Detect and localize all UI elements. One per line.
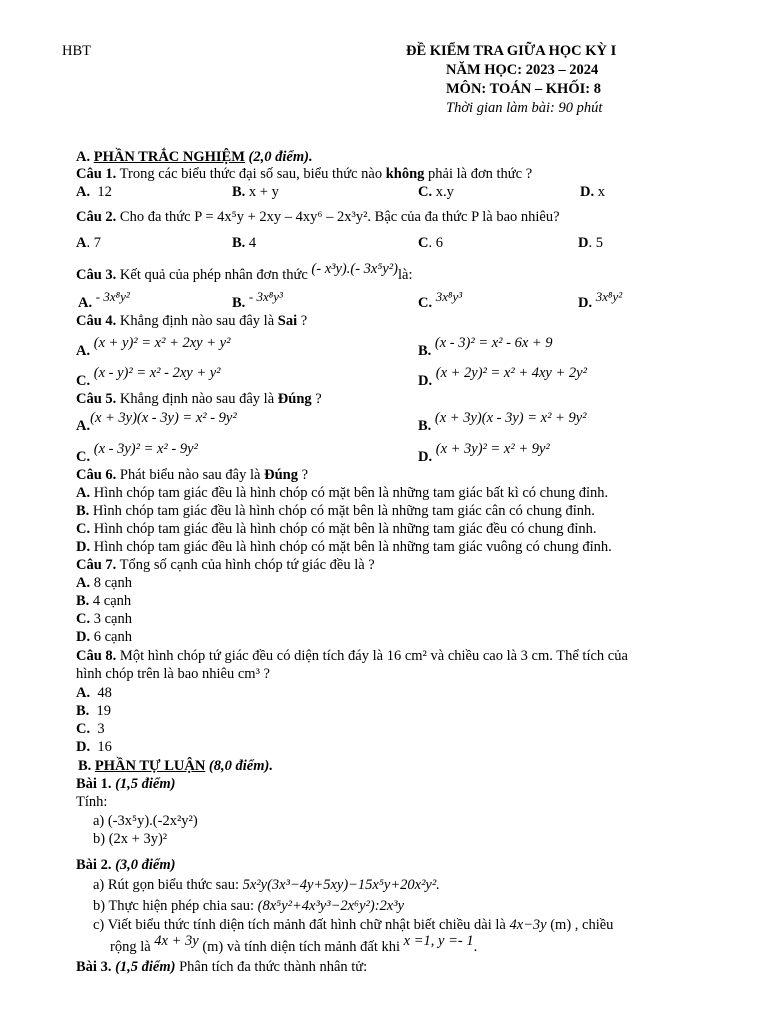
q4-option-a: A. (x + y)² = x² + 2xy + y² <box>76 335 231 359</box>
time-limit: Thời gian làm bài: 90 phút <box>446 100 603 116</box>
q7-text: Tổng số cạnh của hình chóp tứ giác đều là ? <box>116 557 375 573</box>
q1-text-post: phải là đơn thức ? <box>424 166 533 182</box>
bai-2-c-expr1: 4x−3y <box>509 917 547 933</box>
q1-text-pre: Trong các biểu thức đại số sau, biểu thức nào <box>116 166 386 182</box>
q5-option-a: A.(x + 3y)(x - 3y) = x² - 9y² <box>76 410 237 434</box>
q6-option-b-text: Hình chóp tam giác đều là hình chóp có mặt bên là những tam giác cân có chung đỉnh. <box>92 503 595 519</box>
q3-text-post: là: <box>397 267 413 283</box>
part-a-heading <box>76 149 313 166</box>
q1-bold: không <box>385 166 425 182</box>
q6-bold: Đúng <box>264 467 298 483</box>
q7-option-a-text: 8 cạnh <box>93 575 132 591</box>
q8-option-c: C. 3 <box>76 721 105 737</box>
q8-option-b: B. 19 <box>76 703 112 719</box>
q2-option-d: D. 5 <box>578 235 603 251</box>
q6-option-a: A. Hình chóp tam giác đều là hình chóp có mặt bên là những tam giác bất kì có chung đỉnh. <box>76 485 609 501</box>
part-a-title: PHẦN TRẮC NGHIỆM <box>93 149 245 165</box>
bai-2-b-text: b) Thực hiện phép chia sau: <box>93 898 258 914</box>
bai-3-points: (1,5 điểm) <box>111 959 176 975</box>
question-3 <box>76 261 413 284</box>
q2-option-a-text: 7 <box>93 235 101 251</box>
q1-option-d: D. x <box>580 184 605 200</box>
bai-2-c-text3: rộng là <box>110 939 155 955</box>
bai-2-b-expression: (8x⁵y²+4x³y³−2x⁶y²):2x³y <box>257 898 404 914</box>
exam-title: ĐỀ KIỂM TRA GIỮA HỌC KỲ I <box>406 43 617 59</box>
q6-option-d-text: Hình chóp tam giác đều là hình chóp có mặt bên là những tam giác vuông có chung đỉnh. <box>93 539 612 555</box>
bai-2-part-c-line1 <box>93 917 613 934</box>
q3-label: Câu 3. <box>76 267 117 283</box>
q5-option-d: D. (x + 3y)² = x² + 9y² <box>418 441 550 465</box>
q7-option-c-text: 3 cạnh <box>93 611 132 627</box>
q3-option-c-text: 3x⁸y³ <box>435 289 463 304</box>
bai-1-heading <box>76 776 175 793</box>
q3-option-b: B. - 3x⁸y³ <box>232 289 283 311</box>
bai-2-c-text5: . <box>473 939 478 955</box>
q8-line2: hình chóp trên là bao nhiêu cm³ ? <box>76 666 270 682</box>
bai-1-intro: Tính: <box>76 794 108 810</box>
q7-option-d-text: 6 cạnh <box>93 629 132 645</box>
question-7 <box>76 557 375 574</box>
bai-2-part-a <box>93 877 440 894</box>
part-b-title: PHẦN TỰ LUẬN <box>94 758 206 774</box>
q3-option-d: D. 3x⁸y² <box>578 289 623 311</box>
bai-1-part-b: b) (2x + 3y)² <box>93 831 168 847</box>
bai-1-part-a: a) (-3x⁵y).(-2x²y²) <box>93 813 198 829</box>
bai-3-heading <box>76 959 367 976</box>
q2-option-a: A. 7 <box>76 235 101 251</box>
q2-option-c-text: 6 <box>435 235 443 251</box>
question-1 <box>76 166 532 183</box>
q5-option-c-text: (x - 3y)² = x² - 9y² <box>93 441 198 457</box>
bai-3-label: Bài 3. <box>76 959 112 975</box>
q8-line1: Một hình chóp tứ giác đều có diện tích đáy là 16 cm² và chiều cao là 3 cm. Thể tích của <box>116 648 628 664</box>
q5-bold: Đúng <box>277 391 312 407</box>
q1-option-c-text: x.y <box>435 184 454 200</box>
bai-2-c-text4: (m) và tính diện tích mảnh đất khi <box>198 939 404 955</box>
q2-text: Cho đa thức P = 4x⁵y + 2xy – 4xy⁶ – 2x³y². Bậc của đa thức P là bao nhiêu? <box>116 209 560 225</box>
q8-label: Câu 8. <box>76 648 117 664</box>
q4-option-b-text: (x - 3)² = x² - 6x + 9 <box>434 335 553 351</box>
bai-2-c-text1: c) Viết biểu thức tính diện tích mảnh đất hình chữ nhật biết chiều dài là <box>93 917 510 933</box>
part-b-heading <box>78 758 273 775</box>
bai-2-part-b <box>93 898 404 915</box>
q6-option-d: D. Hình chóp tam giác đều là hình chóp có mặt bên là những tam giác vuông có chung đỉnh. <box>76 539 612 555</box>
q3-option-d-text: 3x⁸y² <box>595 289 623 304</box>
q3-option-a: A. - 3x⁸y² <box>78 289 130 311</box>
bai-2-points: (3,0 điểm) <box>111 857 176 873</box>
part-a-points: (2,0 điểm). <box>244 149 313 165</box>
q8-option-a-text: 48 <box>97 685 112 701</box>
q5-text-post: ? <box>311 391 322 407</box>
bai-2-a-expression: 5x²y(3x³−4y+5xy)−15x⁵y+20x²y². <box>242 877 440 893</box>
q5-label: Câu 5. <box>76 391 117 407</box>
part-b-prefix: B. <box>78 758 95 774</box>
q1-label: Câu 1. <box>76 166 117 182</box>
question-4 <box>76 313 307 330</box>
q6-option-a-text: Hình chóp tam giác đều là hình chóp có mặt bên là những tam giác bất kì có chung đỉnh. <box>93 485 609 501</box>
q5-text-pre: Khẳng định nào sau đây là <box>116 391 278 407</box>
q7-option-b-text: 4 cạnh <box>92 593 132 609</box>
q4-text-post: ? <box>297 313 308 329</box>
school-name: HBT <box>62 43 91 59</box>
q2-option-b-text: 4 <box>248 235 257 251</box>
question-8 <box>76 648 628 665</box>
q6-option-c-text: Hình chóp tam giác đều là hình chóp có mặt bên là những tam giác đều có chung đỉnh. <box>93 521 597 537</box>
q3-text-pre: Kết quả của phép nhân đơn thức <box>116 267 312 283</box>
bai-2-heading <box>76 857 175 874</box>
q2-option-b: B. 4 <box>232 235 257 251</box>
q3-option-a-text: - 3x⁸y² <box>95 289 130 304</box>
bai-2-c-text2: (m) , chiều <box>546 917 614 933</box>
q6-option-b: B. Hình chóp tam giác đều là hình chóp có mặt bên là những tam giác cân có chung đỉnh. <box>76 503 595 519</box>
q2-option-c: C. 6 <box>418 235 443 251</box>
q5-option-a-text: (x + 3y)(x - 3y) = x² - 9y² <box>90 410 237 426</box>
q4-bold: Sai <box>277 313 298 329</box>
bai-1-label: Bài 1. <box>76 776 112 792</box>
q8-option-a: A. 48 <box>76 685 112 701</box>
q4-option-a-text: (x + y)² = x² + 2xy + y² <box>93 335 231 351</box>
q3-option-c: C. 3x⁸y³ <box>418 289 463 311</box>
q7-label: Câu 7. <box>76 557 117 573</box>
q6-option-c: C. Hình chóp tam giác đều là hình chóp có mặt bên là những tam giác đều có chung đỉnh. <box>76 521 597 537</box>
q5-option-d-text: (x + 3y)² = x² + 9y² <box>435 441 550 457</box>
q5-option-b: B. (x + 3y)(x - 3y) = x² + 9y² <box>418 410 587 434</box>
q8-option-b-text: 19 <box>96 703 112 719</box>
q7-option-d: D. 6 cạnh <box>76 629 132 645</box>
q4-text-pre: Khẳng định nào sau đây là <box>116 313 278 329</box>
q6-text-pre: Phát biểu nào sau đây là <box>116 467 265 483</box>
q3-option-b-text: - 3x⁸y³ <box>248 289 283 304</box>
q3-expression: (- x³y).(- 3x⁵y²) <box>311 261 398 277</box>
bai-2-a-text: a) Rút gọn biểu thức sau: <box>93 877 243 893</box>
q2-option-d-text: 5 <box>595 235 603 251</box>
bai-1-points: (1,5 điểm) <box>111 776 176 792</box>
part-b-points: (8,0 điểm). <box>205 758 273 774</box>
q1-option-b: B. x + y <box>232 184 279 200</box>
bai-2-c-expr2: 4x + 3y <box>154 933 199 949</box>
q7-option-c: C. 3 cạnh <box>76 611 132 627</box>
bai-2-c-expr3: x =1, y =- 1 <box>403 933 474 949</box>
subject-line: MÔN: TOÁN – KHỐI: 8 <box>446 81 601 97</box>
q6-label: Câu 6. <box>76 467 117 483</box>
bai-2-part-c-line2 <box>110 933 478 956</box>
q1-option-a: A. 12 <box>76 184 112 200</box>
q1-option-a-text: 12 <box>97 184 112 200</box>
q6-text-post: ? <box>297 467 309 483</box>
q4-label: Câu 4. <box>76 313 117 329</box>
q1-option-d-text: x <box>597 184 605 200</box>
question-5 <box>76 391 322 408</box>
q5-option-b-text: (x + 3y)(x - 3y) = x² + 9y² <box>434 410 587 426</box>
school-year: NĂM HỌC: 2023 – 2024 <box>446 62 599 78</box>
question-2 <box>76 209 560 226</box>
q8-option-d: D. 16 <box>76 739 112 755</box>
q7-option-a: A. 8 cạnh <box>76 575 132 591</box>
q1-option-b-text: x + y <box>248 184 279 200</box>
q7-option-b: B. 4 cạnh <box>76 593 132 609</box>
q5-option-c: C. (x - 3y)² = x² - 9y² <box>76 441 198 465</box>
q8-option-d-text: 16 <box>97 739 112 755</box>
part-a-prefix: A. <box>76 149 94 165</box>
q4-option-d: D. (x + 2y)² = x² + 4xy + 2y² <box>418 365 587 389</box>
q4-option-c-text: (x - y)² = x² - 2xy + y² <box>93 365 221 381</box>
question-6 <box>76 467 308 484</box>
q8-option-c-text: 3 <box>97 721 105 737</box>
q4-option-c: C. (x - y)² = x² - 2xy + y² <box>76 365 221 389</box>
q1-option-c: C. x.y <box>418 184 454 200</box>
bai-3-text: Phân tích đa thức thành nhân tử: <box>175 959 368 975</box>
q4-option-b: B. (x - 3)² = x² - 6x + 9 <box>418 335 553 359</box>
q4-option-d-text: (x + 2y)² = x² + 4xy + 2y² <box>435 365 587 381</box>
q2-label: Câu 2. <box>76 209 117 225</box>
bai-2-label: Bài 2. <box>76 857 112 873</box>
